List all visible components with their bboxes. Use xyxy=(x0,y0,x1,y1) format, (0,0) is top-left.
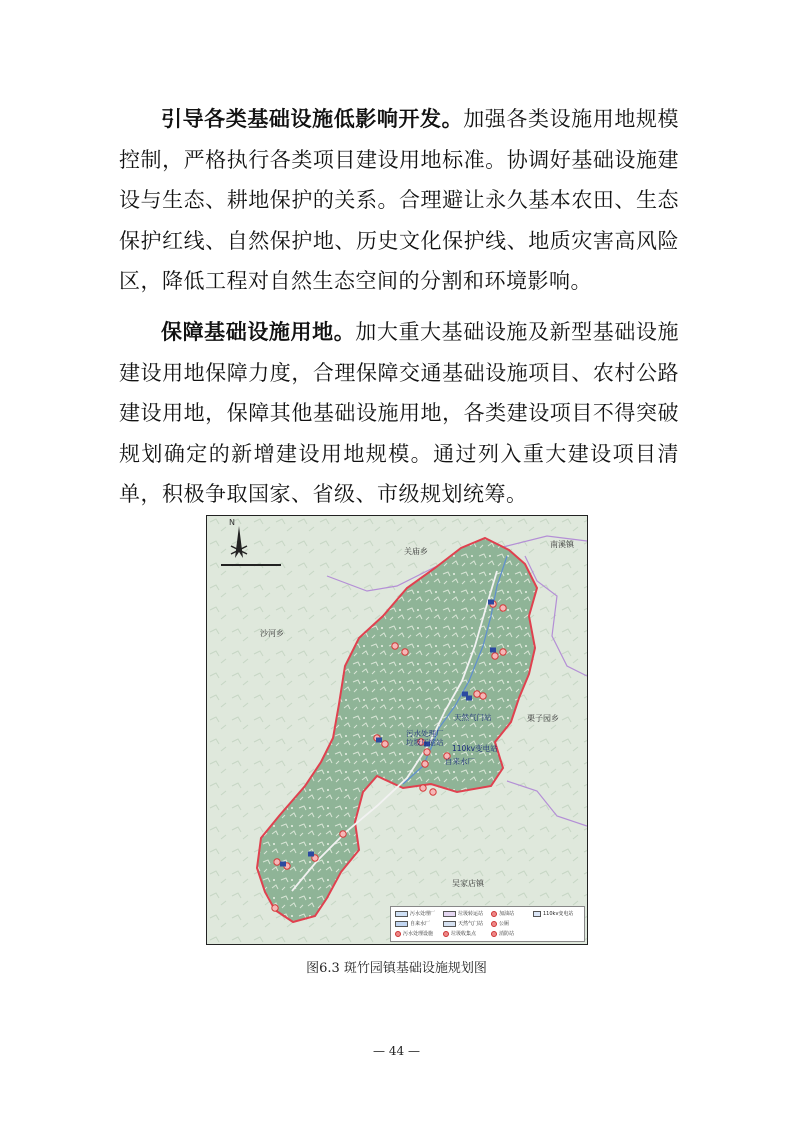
page-number: — 44 — xyxy=(373,1044,420,1058)
legend-item-gas: 天然气门站 xyxy=(443,920,483,927)
map-legend xyxy=(390,906,585,942)
legend-item-water: 自来水厂 xyxy=(395,920,430,927)
map-graphic xyxy=(207,516,587,944)
facility-marker xyxy=(492,653,498,659)
paragraph-1 xyxy=(119,99,679,302)
facility-marker xyxy=(500,649,506,655)
facility-sewage: 污水处理厂 xyxy=(406,729,444,738)
facility-marker xyxy=(272,905,278,911)
facility-square-marker xyxy=(280,862,286,867)
facility-marker xyxy=(430,789,436,795)
facility-marker xyxy=(340,831,346,837)
facility-marker xyxy=(420,785,426,791)
facility-square-marker xyxy=(488,600,494,605)
facility-garbage: 垃圾压缩站 xyxy=(406,738,444,747)
legend-item-sewage: 污水处理厂 xyxy=(395,910,435,917)
legend-item-toilet: 公厕 xyxy=(491,920,509,927)
facility-square-marker xyxy=(308,852,314,857)
legend-item-collection: 垃圾收集点 xyxy=(443,930,476,937)
facility-gas: 天然气门站 xyxy=(454,713,492,722)
facility-marker xyxy=(382,741,388,747)
figure-caption: 图6.3 斑竹园镇基础设施规划图 xyxy=(306,961,487,976)
neighbor-guanmiao: 关庙乡 xyxy=(404,547,428,556)
facility-marker xyxy=(424,749,430,755)
legend-item-substation: 110kv变电站 xyxy=(533,910,573,917)
facility-water: 自来水厂 xyxy=(445,757,475,766)
paragraph-1-lead: 引导各类基础设施低影响开发。 xyxy=(161,106,464,131)
facility-marker xyxy=(500,605,506,611)
legend-item-fuel: 加油站 xyxy=(491,910,514,917)
infrastructure-map xyxy=(206,515,588,945)
paragraph-2-lead: 保障基础设施用地。 xyxy=(161,319,356,344)
paragraph-1-body: 加强各类设施用地规模控制，严格执行各类项目建设用地标准。协调好基础设施建设与生态、耕地保护的关系。合理避让永久基本农田、生态保护红线、自然保护地、历史文化保护线、地质灾害高风险区，降低工程对自然生态空间的分割和环境影响。 xyxy=(119,107,680,294)
legend-item-sewage-facility: 污水处理设施 xyxy=(395,930,433,937)
neighbor-nanxi: 南溪镇 xyxy=(550,540,574,549)
facility-marker xyxy=(274,859,280,865)
facility-marker xyxy=(402,649,408,655)
facility-substation: 110kv变电站 xyxy=(452,744,498,753)
neighbor-wujia: 吴家店镇 xyxy=(452,879,484,888)
north-label: N xyxy=(229,518,235,527)
paragraph-2-body: 加大重大基础设施及新型基础设施建设用地保障力度，合理保障交通基础设施项目、农村公路建设用地，保障其他基础设施用地，各类建设项目不得突破规划确定的新增建设用地规模。通过列入重大建设项目清单，积极争取国家、省级、市级规划统筹。 xyxy=(119,320,680,507)
paragraph-2 xyxy=(119,312,679,515)
legend-item-fire: 消防站 xyxy=(491,930,514,937)
legend-item-transfer: 垃圾转运站 xyxy=(443,910,483,917)
facility-square-marker xyxy=(466,696,472,701)
neighbor-lizi: 栗子园乡 xyxy=(527,714,559,723)
facility-marker xyxy=(480,693,486,699)
facility-square-marker xyxy=(376,738,382,743)
facility-marker xyxy=(392,643,398,649)
facility-marker xyxy=(422,761,428,767)
neighbor-shahe: 沙河乡 xyxy=(260,629,284,638)
facility-square-marker xyxy=(490,648,496,653)
facility-marker xyxy=(474,691,480,697)
